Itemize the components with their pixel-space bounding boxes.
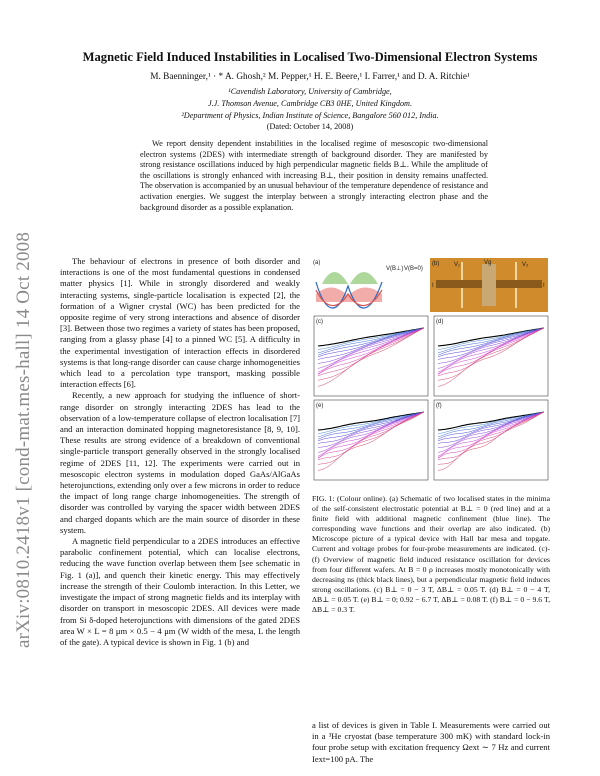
paper-title: Magnetic Field Induced Instabilities in Localised Two-Dimensional Electron Systems bbox=[82, 50, 538, 64]
panel-e-traces bbox=[314, 400, 428, 480]
panel-label-e: (e) bbox=[316, 403, 324, 409]
topgate bbox=[482, 264, 496, 306]
legend-vb: V(B⊥) bbox=[386, 266, 404, 272]
affiliation-3: ²Department of Physics, Indian Institute of Science, Bangalore 560 012, India. bbox=[181, 111, 439, 120]
paragraph-recent-approach: Recently, a new approach for studying the influence of short-range disorder on strongly interacting 2DES has lead to the observation of a low-temperature collapse of electron localisation [7] and an interaction dominated hopping magnetoresistance [8, 9, 10]. These results are strong evidence of a breakdown of conventional single-particle transport generally observed in the strongly localised regime of 2DES [11, 12]. The experiments were carried out in mesoscopic electron systems in modulation doped GaAs/AlGaAs heterojunctions, extending only over a few microns in order to reduce the impact of long range charge inhomogeneities. The strength of disorder was controlled by varying the spacer width between 2DES and charged dopants which are the main source of disorder in these system. bbox=[60, 390, 300, 535]
panel-label-c: (c) bbox=[316, 319, 323, 325]
panel-d-traces bbox=[434, 316, 548, 396]
current-left-label: I bbox=[432, 283, 434, 289]
panel-label-d: (d) bbox=[436, 319, 444, 325]
body-right-column bbox=[312, 720, 550, 765]
panel-f-traces bbox=[434, 400, 548, 480]
body-left-column bbox=[60, 256, 300, 648]
probe-vg-label: Vg bbox=[484, 260, 492, 266]
affiliation-2: J.J. Thomson Avenue, Cambridge CB3 0HE, United Kingdom. bbox=[207, 99, 413, 108]
paragraph-magnetic-field: A magnetic field perpendicular to a 2DES introduces an effective parabolic confinement potential, which can localise electrons, reducing the wave function overlap between them [see schematic in Fig. 1 (a)], and quench their kinetic energy. This may effectively increase the strength of their Coulomb interaction. In this Letter, we investigate the impact of strong magnetic fields and its interplay with disorder on transport in mesoscopic 2DES. All devices were made from Si δ-doped heterojunctions with dimensions of the gated 2DES area W × L = 8 μm × 0.5 − 4 μm (W width of the mesa, L the length of the gate). A typical device is shown in Fig. 1 (b) and bbox=[60, 536, 300, 647]
probe-v1-label: V₁ bbox=[454, 262, 461, 268]
wavefunction-green-right bbox=[350, 272, 378, 284]
date-line: (Dated: October 14, 2008) bbox=[266, 122, 354, 131]
figure-1-caption: FIG. 1: (Colour online). (a) Schematic of two localised states in the minima of the self-consistent electrostatic potential at B⊥ = 0 (red line) and at a finite field with additional magnetic confinement (blue line). The corresponding wave functions and their overlap are also indicated. (b) Microscope picture of a typical device with Hall bar mesa and topgate. Current and voltage probes for four-probe measurements are indicated. (c)-(f) Overview of magnetic field induced resistance oscillation for devices from four different wafers. At B = 0 ρ increases mostly monotonically with decreasing ns (thick black lines), but a perpendicular magnetic field induces strong oscillations. (c) B⊥ = 0 − 3 T, ΔB⊥ = 0.05 T. (d) B⊥ = 0 − 4 T, ΔB⊥ = 0.05 T. (e) B⊥ = 0; 0.92 − 6.7 T, ΔB⊥ = 0.08 T. (f) B⊥ = 0 − 9.6 T, ΔB⊥ = 0.3 T. bbox=[312, 494, 550, 615]
arxiv-stamp-text: arXiv:0810.2418v1 [cond-mat.mes-hall] 14 Oct 2008 bbox=[13, 231, 34, 649]
paragraph-intro: The behaviour of electrons in presence of both disorder and interactions is one of the most fundamental questions in condensed matter physics [1]. While in strongly disordered and weakly interacting systems, single-particle localisation is expected [2], the formation of a Wigner crystal (WC) has been predicted for the opposite regime of very strong interactions and absence of disorder [3]. Between those two regimes a variety of states has been proposed, ranging from a glassy phase [4] to a pinned WC [5]. A difficulty in the experimental investigation of interaction effects in disordered systems is that long-range disorder can cause charge inhomogeneities which lead to a percolation type transport, masking possible interaction effects [6]. bbox=[60, 256, 300, 390]
probe-v2-label: V₂ bbox=[522, 262, 529, 268]
affiliation-1: ¹Cavendish Laboratory, University of Cambridge, bbox=[228, 87, 392, 96]
abstract: We report density dependent instabilities in the localised regime of mesoscopic two-dimensional electron systems (2DES) with intermediate strength of background disorder. They are manifested by strong resistance oscillations induced by high perpendicular magnetic fields B⊥. While the amplitude of the oscillations is strongly enhanced with increasing B⊥, their position in density remains unaffected. The observation is accompanied by an unusual behaviour of the temperature dependence of resistance and activation energies. We suggest the interplay between a strongly interacting electron phase and the background disorder as a possible explanation. bbox=[140, 139, 488, 212]
panel-label-a: (a) bbox=[313, 260, 321, 266]
panel-label-f: (f) bbox=[436, 403, 442, 409]
panel-b-device bbox=[430, 258, 548, 312]
figure-1 bbox=[312, 256, 550, 482]
author-list: M. Baenninger,¹ · * A. Ghosh,² M. Pepper,¹ H. E. Beere,¹ I. Farrer,¹ and D. A. Ritchie¹ bbox=[150, 72, 470, 82]
wavefunction-green-left bbox=[322, 272, 348, 284]
legend-vb0: V(B=0) bbox=[404, 266, 423, 272]
current-right-label: I bbox=[543, 283, 545, 289]
arxiv-side-stamp bbox=[10, 160, 38, 720]
panel-c-traces bbox=[314, 316, 428, 396]
panel-label-b: (b) bbox=[432, 261, 440, 267]
paragraph-measurements: a list of devices is given in Table I. Measurements were carried out in a ³He cryostat (base temperature 300 mK) with standard lock-in four probe setup with excitation frequency Ωext ∼ 7 Hz and current Iext=100 pA. The bbox=[312, 720, 550, 764]
panel-a-schematic bbox=[313, 260, 423, 308]
